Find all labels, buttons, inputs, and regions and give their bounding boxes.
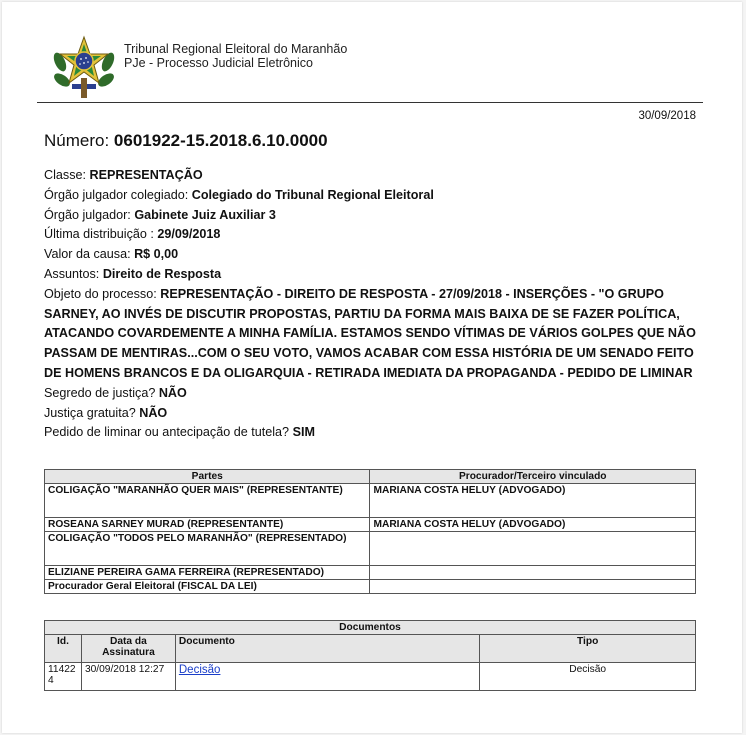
partes-table (44, 469, 696, 594)
doc-data-cell: 30/09/2018 12:27 (81, 663, 175, 691)
procurador-cell (370, 566, 696, 580)
brazil-coat-of-arms-icon (50, 34, 118, 102)
header-divider (37, 102, 703, 103)
parte-cell: Procurador Geral Eleitoral (FISCAL DA LEI) (45, 580, 370, 594)
field-segredo: Segredo de justiça? NÃO (44, 385, 187, 400)
field-objeto: Objeto do processo: REPRESENTAÇÃO - DIREITO DE RESPOSTA - 27/09/2018 - INSERÇÕES - "O GRUPO SARNEY, AO INVÉS DE DISCUTIR PROPOSTAS, PARTIU DA FORMA MAIS BAIXA DE SE FAZER POLÍTICA, ATACANDO COVARDEMENTE A MINHA FAMÍLIA. ESTAMOS SENDO VÍTIMAS DE VÁRIOS GOLPES QUE NÃO PASSAM DE MENTIRAS...COM O SEU VOTO, VAMOS ACABAR COM ESSA HISTÓRIA DE UM SENADO FEITO DE HOMENS BRANCOS E DA OLIGARQUIA - RETIRADA IMEDIATA DA PROPAGANDA - PEDIDO DE LIMINAR (44, 286, 696, 380)
table-row (45, 484, 696, 518)
procurador-cell (370, 532, 696, 566)
process-number (44, 131, 328, 151)
procurador-cell (370, 580, 696, 594)
institution-name: Tribunal Regional Eleitoral do Maranhão (124, 42, 348, 56)
field-orgao-colegiado: Órgão julgador colegiado: Colegiado do Tribunal Regional Eleitoral (44, 187, 434, 202)
data-assinatura-header: Data da Assinatura (81, 635, 175, 663)
id-header: Id. (45, 635, 82, 663)
procurador-cell: MARIANA COSTA HELUY (ADVOGADO) (370, 484, 696, 518)
process-number-value: 0601922-15.2018.6.10.0000 (113, 131, 328, 150)
field-justica-gratuita: Justiça gratuita? NÃO (44, 405, 168, 420)
tipo-header: Tipo (480, 635, 696, 663)
field-orgao-julgador: Órgão julgador: Gabinete Juiz Auxiliar 3 (44, 207, 276, 222)
parte-cell: COLIGAÇÃO "MARANHÃO QUER MAIS" (REPRESENTANTE) (45, 484, 370, 518)
table-row (45, 566, 696, 580)
field-classe: Classe: REPRESENTAÇÃO (44, 168, 203, 182)
parte-cell: COLIGAÇÃO "TODOS PELO MARANHÃO" (REPRESENTADO) (45, 532, 370, 566)
documentos-table (44, 620, 696, 691)
system-name: PJe - Processo Judicial Eletrônico (124, 56, 313, 70)
field-assuntos: Assuntos: Direito de Resposta (44, 266, 222, 281)
table-row (45, 580, 696, 594)
document-date: 30/09/2018 (638, 110, 696, 122)
documento-header: Documento (175, 635, 479, 663)
parte-cell: ROSEANA SARNEY MURAD (REPRESENTANTE) (45, 518, 370, 532)
doc-documento-cell (175, 663, 479, 691)
field-liminar: Pedido de liminar ou antecipação de tutela? SIM (44, 425, 315, 440)
doc-id-cell: 114224 (45, 663, 82, 691)
table-row (45, 518, 696, 532)
table-row (45, 532, 696, 566)
process-details (44, 166, 704, 443)
field-ultima-distribuicao: Última distribuição : 29/09/2018 (44, 227, 221, 242)
decisao-link[interactable]: Decisão (178, 664, 221, 676)
table-row (45, 663, 696, 691)
process-number-label: Número: (44, 131, 114, 150)
field-valor-causa: Valor da causa: R$ 0,00 (44, 247, 179, 262)
partes-header: Partes (45, 470, 370, 484)
procurador-cell: MARIANA COSTA HELUY (ADVOGADO) (370, 518, 696, 532)
doc-tipo-cell: Decisão (480, 663, 696, 691)
documentos-title: Documentos (45, 621, 696, 635)
parte-cell: ELIZIANE PEREIRA GAMA FERREIRA (REPRESENTADO) (45, 566, 370, 580)
procurador-header: Procurador/Terceiro vinculado (370, 470, 696, 484)
institution-header (124, 42, 347, 70)
